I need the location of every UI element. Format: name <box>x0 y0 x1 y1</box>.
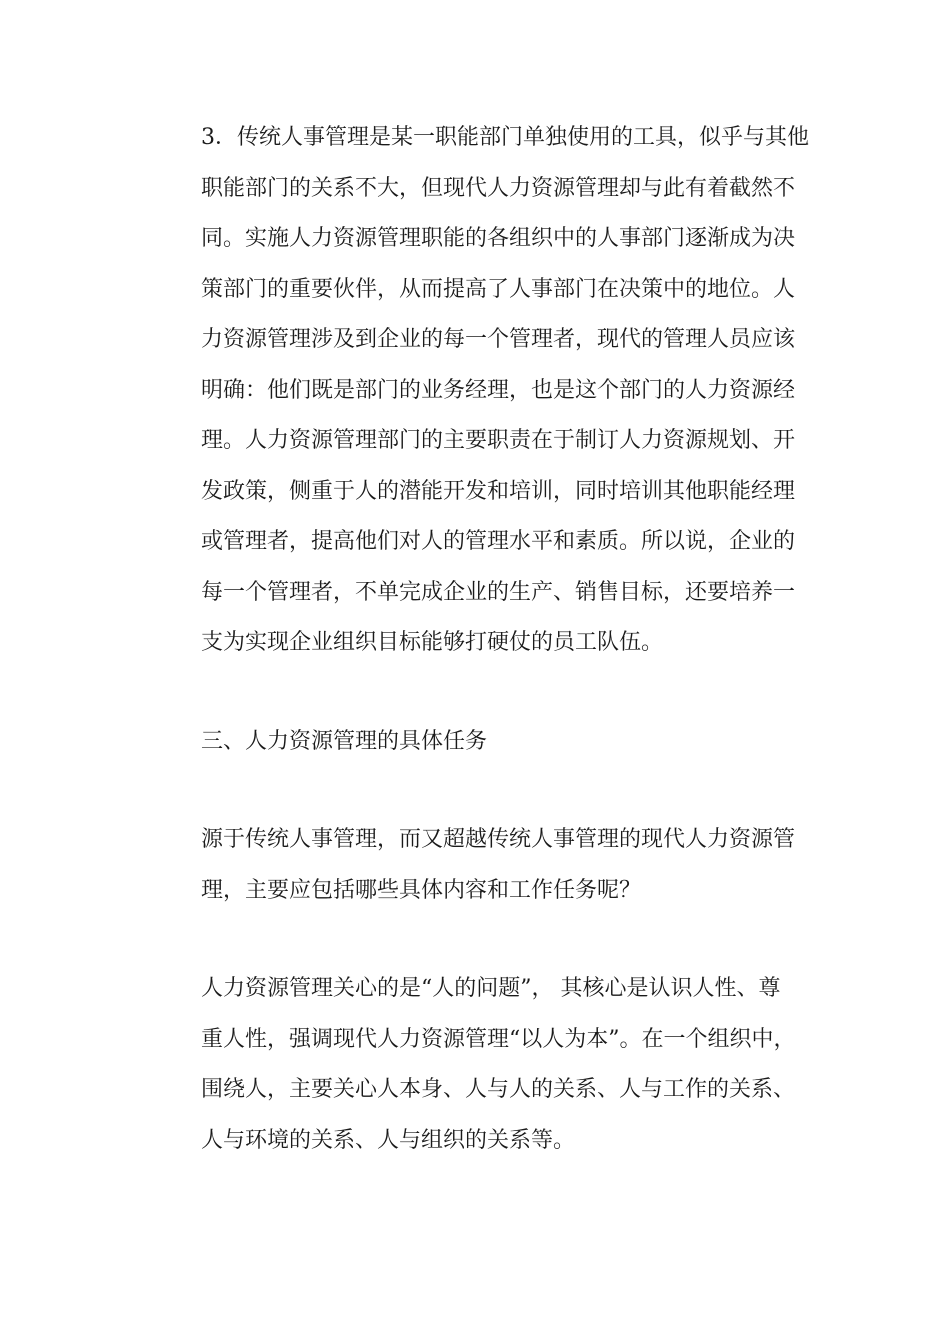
text-line: 人力资源管理关心的是“人的问题”， 其核心是认识人性、尊 <box>201 976 781 1001</box>
text-line: 明确：他们既是部门的业务经理，也是这个部门的人力资源经 <box>201 377 796 403</box>
text-line: 源于传统人事管理，而又超越传统人事管理的现代人力资源管 <box>201 827 796 852</box>
text-line: 职能部门的关系不大，但现代人力资源管理却与此有着截然不 <box>201 175 796 201</box>
text-line: 3．传统人事管理是某一职能部门单独使用的工具，似乎与其他 <box>201 125 809 150</box>
text-line: 理，主要应包括哪些具体内容和工作任务呢？ <box>201 877 642 903</box>
document-body <box>201 113 811 1166</box>
paragraph-people-focus <box>201 964 811 1166</box>
paragraph-spacer <box>201 916 811 964</box>
paragraph-specific-tasks-question <box>201 815 811 916</box>
text-line: 力资源管理涉及到企业的每一个管理者，现代的管理人员应该 <box>201 327 796 352</box>
text-line: 每一个管理者，不单完成企业的生产、销售目标，还要培养一 <box>201 579 796 605</box>
text-line: 重人性，强调现代人力资源管理“以人为本”。在一个组织中， <box>201 1026 796 1052</box>
paragraph-spacer <box>201 669 811 717</box>
text-line: 发政策，侧重于人的潜能开发和培训，同时培训其他职能经理 <box>201 478 796 504</box>
text-line: 围绕人，主要关心人本身、人与人的关系、人与工作的关系、 <box>201 1077 796 1102</box>
paragraph-traditional-vs-modern-hr <box>201 113 811 669</box>
text-line: 支为实现企业组织目标能够打硬仗的员工队伍。 <box>201 630 664 655</box>
text-line: 或管理者，提高他们对人的管理水平和素质。所以说，企业的 <box>201 529 796 554</box>
text-line: 同。实施人力资源管理职能的各组织中的人事部门逐渐成为决 <box>201 226 796 251</box>
text-line: 策部门的重要伙伴，从而提高了人事部门在决策中的地位。人 <box>201 276 796 302</box>
text-line: 理。人力资源管理部门的主要职责在于制订人力资源规划、开 <box>201 428 796 453</box>
section-heading <box>201 717 811 768</box>
section-heading-text: 三、人力资源管理的具体任务 <box>201 728 488 754</box>
paragraph-spacer <box>201 767 811 815</box>
text-line: 人与环境的关系、人与组织的关系等。 <box>201 1127 576 1153</box>
